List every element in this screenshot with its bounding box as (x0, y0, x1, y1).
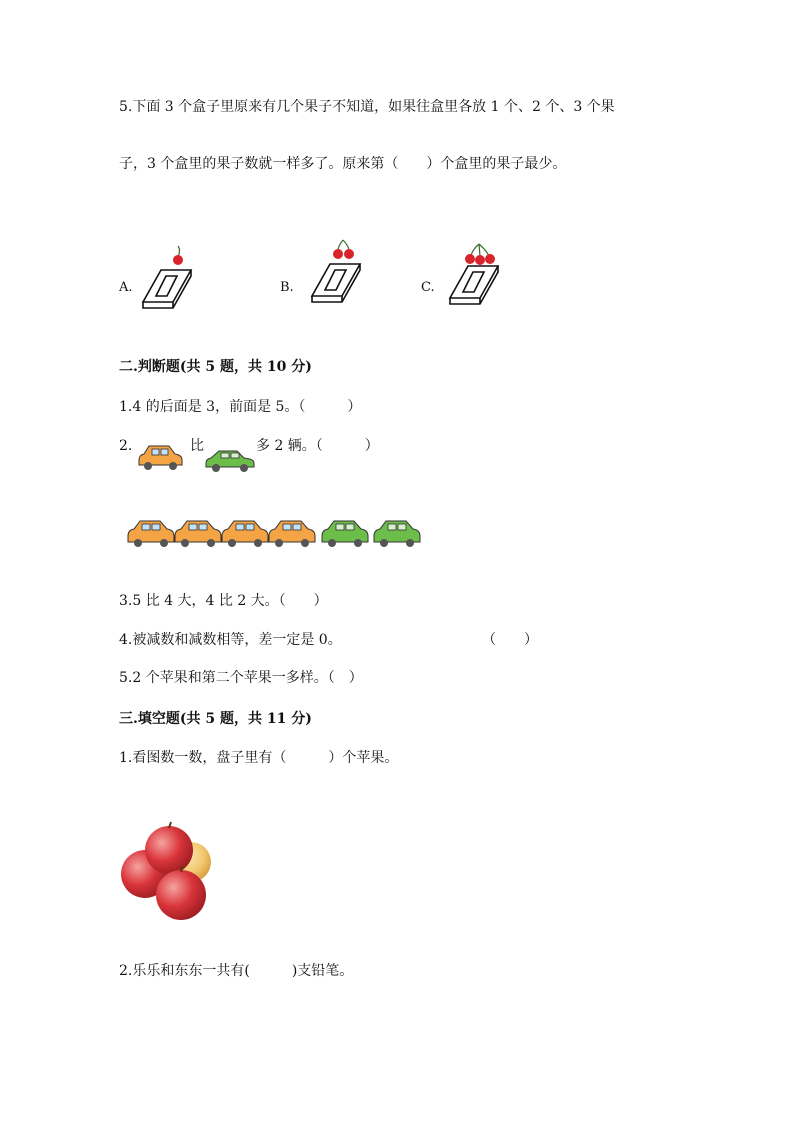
box-two-cherries-image (306, 238, 366, 312)
option-a-label: A. (119, 280, 133, 295)
orange-car-icon (175, 521, 221, 547)
box-one-cherry-image (137, 238, 197, 312)
cherry-icon (173, 255, 183, 265)
orange-car-icon (269, 521, 315, 547)
section-3-heading: 三.填空题(共 5 题，共 11 分) (119, 711, 312, 727)
apple-icon (145, 826, 193, 874)
s2-q2-bi: 比 (190, 438, 204, 454)
s2-q1: 1.4 的后面是 3，前面是 5。（ ） (119, 399, 362, 415)
q5-line2: 子，3 个盒里的果子数就一样多了。原来第（ ）个盒里的果子最少。 (119, 156, 567, 172)
orange-car-icon (136, 442, 184, 472)
orange-car-icon (222, 521, 268, 547)
s2-q4-blank: （ ） (482, 632, 538, 648)
s2-q4: 4.被减数和减数相等，差一定是 0。 (119, 632, 342, 648)
green-car-icon (374, 521, 420, 547)
green-car-icon (322, 521, 368, 547)
s2-q2-prefix: 2. (119, 438, 133, 454)
q5-line1: 5.下面 3 个盒子里原来有几个果子不知道，如果往盒里各放 1 个、2 个、3 个果 (119, 99, 615, 115)
box-three-cherries-image (444, 238, 504, 312)
cherry-icon (333, 249, 343, 259)
option-c-label: C. (421, 280, 435, 295)
s2-q3: 3.5 比 4 大，4 比 2 大。（ ） (119, 593, 328, 609)
s3-q2: 2.乐乐和东东一共有( )支铅笔。 (119, 963, 354, 979)
cherry-icon (485, 254, 495, 264)
apples-image (119, 822, 213, 922)
orange-car-icon (128, 521, 174, 547)
green-car-icon (204, 447, 256, 473)
apple-icon (156, 870, 206, 920)
option-b-label: B. (280, 280, 294, 295)
car-row-image (126, 516, 436, 550)
s3-q1: 1.看图数一数，盘子里有（ ）个苹果。 (119, 750, 399, 766)
cherry-icon (465, 254, 475, 264)
s2-q2-suffix: 多 2 辆。（ ） (256, 438, 379, 454)
s2-q5: 5.2 个苹果和第二个苹果一多样。（ ） (119, 670, 363, 686)
cherry-icon (344, 249, 354, 259)
section-2-heading: 二.判断题(共 5 题，共 10 分) (119, 359, 312, 375)
cherry-icon (475, 255, 485, 265)
